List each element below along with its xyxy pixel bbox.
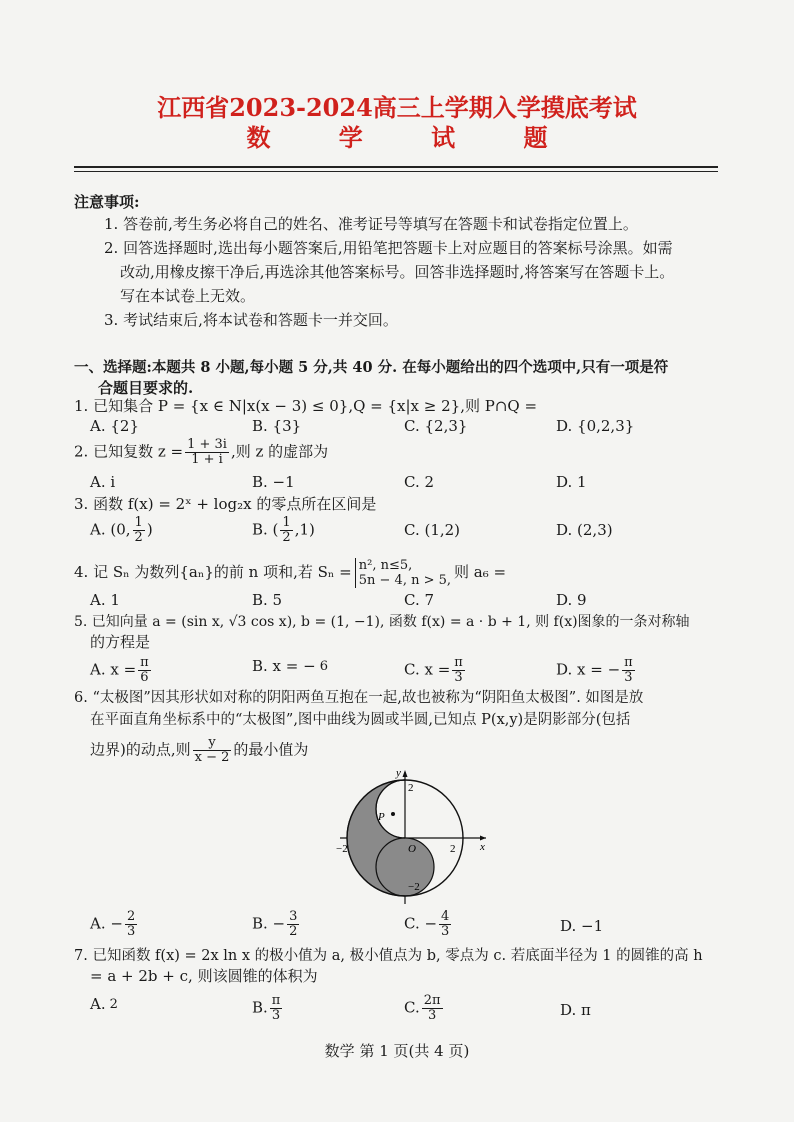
taiji-figure [338,766,488,906]
q5-option-b [252,656,332,676]
q7-option-a [90,994,122,1014]
q7-c-pre: C. [404,998,420,1017]
q2-den: 1 + i [191,452,223,467]
q4-option-a: A. 1 [90,591,120,609]
q6-option-a [90,910,139,939]
q6-c-num: 4 [441,909,450,924]
p-label: P [378,811,385,823]
q3-a-num: 1 [134,515,143,530]
q7-a-den: 2 [109,997,118,1012]
q7-a-fraction [108,998,120,1012]
q2-option-b: B. −1 [252,473,295,491]
q4-option-d: D. 9 [556,591,587,609]
q5-b-den: 6 [319,659,328,674]
x-axis-arrow [480,836,486,841]
q2-option-c: C. 2 [404,473,435,491]
q5-c-fraction [452,656,465,685]
q1-option-d: D. {0,2,3} [556,417,635,435]
q4-piecewise [355,558,451,588]
origin-label: O [408,843,416,855]
q6-c-den: 3 [441,924,450,939]
notice-item: 改动,用橡皮擦干净后,再选涂其他答案标号。回答非选择题时,将答案写在答题卡上。 [120,263,675,281]
q6-c-pre: C. − [404,914,438,933]
notice-item: 1. 答卷前,考生务必将自己的姓名、准考证号等填写在答题卡和试卷指定位置上。 [104,215,638,233]
tick-x-neg: −2 [336,843,348,855]
q3-b-pre: B. ( [252,520,279,539]
q3-option-a [90,516,153,545]
q5-b-pre: B. x = − [252,657,316,675]
section-heading: 一、选择题:本题共 8 小题,每小题 5 分,共 40 分. 在每小题给出的四个选项中,只有一项是符 [74,359,669,376]
q7-option-c [404,994,445,1023]
q5-c-den: 3 [454,670,463,685]
notice-heading: 注意事项: [74,193,140,211]
question-1-stem: 1. 已知集合 P = {x ∈ N|x(x − 3) ≤ 0},Q = {x|x ≥ 2},则 P∩Q = [74,397,538,415]
q6-option-c [404,910,453,939]
q6-b-fraction [287,910,299,939]
y-axis-arrow [403,770,408,777]
q6-num: y [193,736,232,751]
question-6-stem: 6. “太极图”因其形状如对称的阴阳两鱼互抱在一起,故也被称为“阴阳鱼太极图”. 如图是放 [74,690,644,706]
tick-y-neg: −2 [408,881,420,893]
header-rule-thin [74,171,718,172]
q5-a-den: 6 [140,670,149,685]
q3-b-num: 1 [282,515,291,530]
q3-b-den: 2 [282,530,291,545]
q5-option-a [90,656,153,685]
q5-a-pre: A. x = [90,660,137,679]
question-5-stem: 5. 已知向量 a = (sin x, √3 cos x), b = (1, −1), 函数 f(x) = a · b + 1, 则 f(x)图象的一条对称轴 [74,614,690,630]
q4-case-1: n², n≤5, [358,558,413,573]
page-footer: 数学 第 1 页(共 4 页) [324,1042,470,1060]
q2-fraction [185,438,229,467]
tick-x-pos: 2 [450,843,456,855]
tick-y-pos: 2 [408,782,414,794]
q3-option-c: C. (1,2) [404,521,461,539]
q3-option-d: D. (2,3) [556,521,613,539]
q7-c-num: 2π [423,993,441,1008]
q5-d-pre: D. x = − [556,660,621,679]
q7-b-fraction [270,994,283,1023]
q6-b-den: 2 [289,924,298,939]
q5-a-fraction [138,656,151,685]
q1-option-a: A. {2} [90,417,139,435]
q3-a-fraction [133,516,145,545]
q6-c-fraction [439,910,451,939]
q1-option-b: B. {3} [252,417,302,435]
q2-stem-pre: 2. 已知复数 z = [74,442,184,461]
q5-c-pre: C. x = [404,660,451,679]
q7-b-den: 3 [271,1008,281,1023]
y-label: y [396,767,401,779]
q4-stem-post: 则 a₆ = [454,563,507,581]
q3-option-b [252,516,315,545]
q5-d-fraction [622,656,635,685]
q7-option-d: D. π [560,1001,591,1019]
q7-b-pre: B. [252,998,268,1017]
q4-option-b: B. 5 [252,591,283,609]
question-3-stem: 3. 函数 f(x) = 2ˣ + log₂x 的零点所在区间是 [74,495,377,513]
q1-option-c: C. {2,3} [404,417,468,435]
q5-a-num: π [140,655,149,670]
q3-a-pre: A. (0, [90,520,131,539]
q6-a-num: 2 [126,909,136,924]
q5-b-fraction [318,660,330,674]
q6-a-den: 3 [126,924,136,939]
q2-num: 1 + 3i [187,437,227,452]
q6-option-d: D. −1 [560,917,604,935]
q6-pre: 边界)的动点,则 [90,740,191,759]
q7-b-num: π [271,993,281,1008]
q2-option-d: D. 1 [556,473,587,491]
x-label: x [480,841,485,853]
q4-option-c: C. 7 [404,591,435,609]
q6-b-num: 3 [289,909,298,924]
q2-option-a: A. i [90,473,116,491]
notice-item: 3. 考试结束后,将本试卷和答题卡一并交回。 [104,311,398,329]
point-p [391,812,395,816]
q3-b-post: ,1) [294,520,315,539]
exam-title: 江西省2023-2024高三上学期入学摸底考试 [157,93,637,122]
q4-stem-pre: 4. 记 Sₙ 为数列{aₙ}的前 n 项和,若 Sₙ = [74,563,352,581]
q6-b-pre: B. − [252,914,286,933]
q7-option-b [252,994,284,1023]
exam-subject: 数 学 试 题 [246,123,578,152]
q6-option-b [252,910,301,939]
q6-a-pre: A. − [90,914,123,933]
question-7-stem: 7. 已知函数 f(x) = 2x ln x 的极小值为 a, 极小值点为 b, 零点为 c. 若底面半径为 1 的圆锥的高 h [74,948,703,964]
q5-d-den: 3 [624,670,633,685]
notice-item: 写在本试卷上无效。 [120,287,256,305]
question-6-stem-cont: 在平面直角坐标系中的“太极图”,图中曲线为圆或半圆,已知点 P(x,y)是阴影部分(包括 [90,712,631,728]
q3-b-fraction [280,516,292,545]
question-5-stem-cont: 的方程是 [90,633,151,651]
header-rule [74,166,718,168]
q6-a-fraction [125,910,137,939]
q7-a-pre: A. [90,995,106,1013]
question-6-stem-last [90,736,308,765]
q4-case-2: 5n − 4, n > 5, [358,573,452,588]
q5-option-c [404,656,467,685]
q5-option-d [556,656,637,685]
question-2-stem [74,438,328,467]
q6-fraction [193,736,232,765]
q7-c-den: 3 [427,1008,437,1023]
q5-c-num: π [454,655,463,670]
q6-post: 的最小值为 [233,740,309,759]
notice-item: 2. 回答选择题时,选出每小题答案后,用铅笔把答题卡上对应题目的答案标号涂黑。如需 [104,239,673,257]
q7-c-fraction [422,994,443,1023]
q6-den: x − 2 [194,750,230,765]
q3-a-post: ) [146,520,153,539]
q2-stem-post: ,则 z 的虚部为 [230,442,329,461]
q5-d-num: π [624,655,633,670]
question-4-stem [74,558,506,588]
question-7-stem-cont: = a + 2b + c, 则该圆锥的体积为 [90,967,318,985]
q3-a-den: 2 [134,530,143,545]
section-heading-cont: 合题目要求的. [98,379,194,397]
